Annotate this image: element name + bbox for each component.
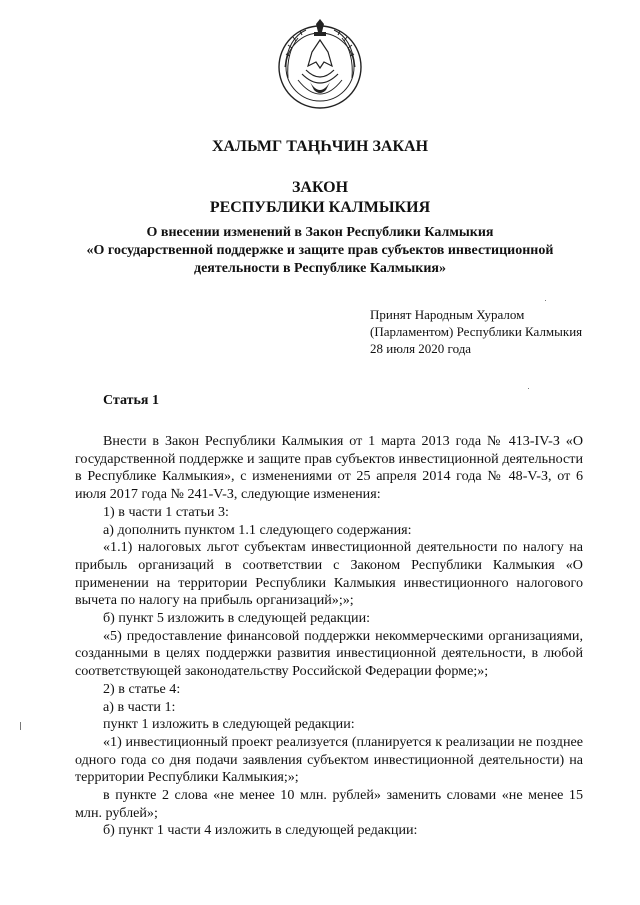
scan-speck bbox=[20, 722, 21, 730]
law-title-block bbox=[0, 178, 640, 218]
list-item: пункт 1 изложить в следующей редакции: bbox=[103, 716, 355, 733]
scan-speck bbox=[528, 388, 529, 389]
quoted-provision: «5) предоставление финансовой поддержки некоммерческими организациями, созданными в целях поддержки развития инвестиционной деятельности, в любой соответствующей законодательству Российской Федерации форме;»; bbox=[75, 627, 583, 680]
paragraph: Внести в Закон Республики Калмыкия от 1 марта 2013 года № 413-IV-З «О государственной поддержке и защите прав субъектов инвестиционной деятельности в Республике Калмыкия», с изменениями от 25 апреля 2014 года № 48-V-З, от 6 июля 2017 года № 241-V-З, следующие изменения: bbox=[75, 433, 583, 503]
subject-line: О внесении изменений в Закон Республики Калмыкия bbox=[146, 225, 494, 240]
paragraph: в пункте 2 слова «не менее 10 млн. рублей» заменить словами «не менее 15 млн. рублей»; bbox=[75, 787, 583, 821]
republic-title: РЕСПУБЛИКИ КАЛМЫКИЯ bbox=[209, 199, 431, 216]
adoption-note bbox=[370, 306, 582, 357]
quoted-provision: «1) инвестиционный проект реализуется (планируется к реализации не позднее одного года со дня подачи заявления субъектом инвестиционной деятельности) на территории Республики Калмыкия;»; bbox=[75, 733, 583, 786]
article-heading: Статья 1 bbox=[103, 393, 159, 408]
adoption-date: 28 июля 2020 года bbox=[370, 341, 472, 356]
coat-of-arms-icon bbox=[276, 18, 364, 112]
list-item: б) пункт 5 изложить в следующей редакции: bbox=[103, 610, 371, 627]
scan-speck bbox=[545, 300, 546, 301]
list-item: а) дополнить пунктом 1.1 следующего содержания: bbox=[103, 521, 412, 538]
list-item: 2) в статье 4: bbox=[103, 680, 181, 697]
law-title: ЗАКОН bbox=[291, 179, 349, 196]
list-item: а) в части 1: bbox=[103, 698, 176, 715]
article-body bbox=[75, 433, 583, 840]
kalmyk-title: ХАЛЬМГ ТАҢҺЧИН ЗАКАН bbox=[211, 138, 429, 155]
subject-line: «О государственной поддержке и защите прав субъектов инвестиционной bbox=[86, 243, 554, 258]
list-item: б) пункт 1 части 4 изложить в следующей редакции: bbox=[103, 822, 418, 839]
adoption-line: Принят Народным Хуралом bbox=[370, 307, 525, 322]
list-item: 1) в части 1 статьи 3: bbox=[103, 503, 229, 520]
subject-line: деятельности в Республике Калмыкия» bbox=[194, 261, 446, 276]
quoted-provision: «1.1) налоговых льгот субъектам инвестиционной деятельности по налогу на прибыль организаций в соответствии с Законом Республики Калмыкия «О применении на территории Республики Калмыкия инвестиционного налогового вычета по налогу на прибыль организаций»;»; bbox=[75, 539, 583, 609]
law-subject bbox=[0, 224, 640, 278]
adoption-line: (Парламентом) Республики Калмыкия bbox=[370, 324, 583, 339]
